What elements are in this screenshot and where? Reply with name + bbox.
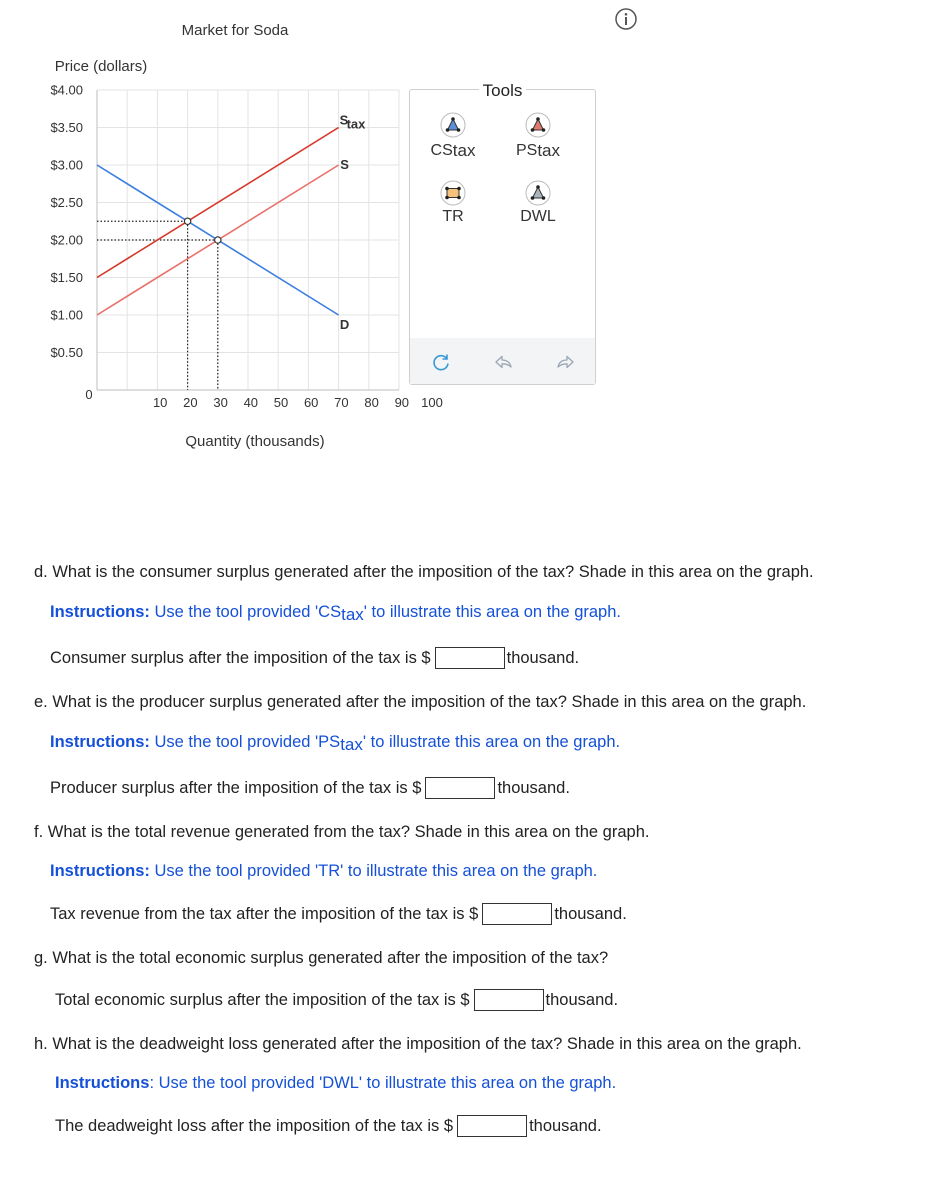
undo-icon[interactable]	[492, 351, 514, 373]
deadweight-loss-input[interactable]	[457, 1115, 527, 1137]
redo-icon[interactable]	[555, 351, 577, 373]
cs-tax-tool-label: CStax	[430, 141, 476, 160]
dwl-tool-label: DWL	[520, 208, 556, 225]
y-tick-label: $0.50	[50, 345, 83, 360]
x-tick-label: 40	[243, 395, 259, 410]
tr-tool-icon	[440, 180, 466, 206]
producer-surplus-input[interactable]	[425, 777, 495, 799]
tools-panel	[409, 81, 596, 385]
ps-tax-tool-icon	[525, 112, 551, 138]
y-tick-label: $3.50	[50, 120, 83, 135]
tool-dwl[interactable]	[503, 180, 573, 226]
tools-footer	[410, 338, 595, 384]
answer-row-d	[50, 647, 579, 669]
prompt-g: Total economic surplus after the imposition of the tax is $	[55, 990, 470, 1009]
series-label-d: D	[339, 317, 350, 332]
y-tick-label: $2.00	[50, 232, 83, 248]
consumer-surplus-input[interactable]	[435, 647, 505, 669]
x-tick-label: 100	[421, 395, 443, 410]
answer-row-f	[50, 903, 627, 925]
x-tick-label: 50	[273, 395, 289, 410]
unit-d: thousand.	[506, 648, 580, 667]
prompt-e: Producer surplus after the imposition of the tax is $	[50, 778, 422, 797]
y-tick-label: $4.00	[50, 82, 83, 98]
y-tick-label: $3.00	[50, 157, 83, 173]
chart-title: Market for Soda	[181, 22, 289, 39]
x-tick-label: 60	[303, 395, 319, 410]
question-e: e. What is the producer surplus generated after the imposition of the tax? Shade in this area on the graph.	[34, 693, 807, 711]
reset-icon[interactable]	[430, 351, 452, 373]
y-tick-label: $1.50	[50, 270, 83, 285]
tool-tr[interactable]	[418, 180, 488, 226]
unit-h: thousand.	[529, 1116, 602, 1135]
unit-e: thousand.	[497, 778, 570, 797]
instructions-h: Instructions: Use the tool provided 'DWL' to illustrate this area on the graph.	[55, 1074, 617, 1092]
question-h: h. What is the deadweight loss generated after the imposition of the tax? Shade in this area on the graph.	[34, 1035, 802, 1053]
tool-ps-tax[interactable]	[503, 112, 573, 160]
x-tick-label: 70	[334, 395, 349, 410]
unit-f: thousand.	[554, 904, 627, 923]
x-tick-label: 80	[364, 395, 379, 410]
tool-cs-tax[interactable]	[418, 112, 488, 160]
x-tick-label: 90	[394, 395, 410, 410]
y-axis-label: Price (dollars)	[54, 58, 148, 75]
tools-title: Tools	[410, 81, 595, 101]
equilibrium-point	[215, 237, 221, 243]
cs-tax-tool-icon	[440, 112, 466, 138]
answer-row-h	[55, 1115, 602, 1137]
unit-g: thousand.	[545, 990, 619, 1009]
origin-label: 0	[85, 387, 93, 402]
equilibrium-point	[184, 218, 190, 224]
series-label-s: S	[340, 157, 349, 172]
series-label-stax-sub: tax	[346, 116, 366, 132]
y-tick-label: $2.50	[50, 195, 83, 210]
question-f: f. What is the total revenue generated from the tax? Shade in this area on the graph.	[34, 823, 650, 841]
instructions-e: Instructions: Use the tool provided 'PStax' to illustrate this area on the graph.	[50, 733, 621, 754]
question-d: d. What is the consumer surplus generated after the imposition of the tax? Shade in this area on the graph.	[34, 563, 814, 581]
instructions-d: Instructions: Use the tool provided 'CStax' to illustrate this area on the graph.	[50, 603, 621, 624]
series-label-stax: S	[339, 112, 349, 128]
answer-row-g	[55, 989, 618, 1011]
total-surplus-input[interactable]	[474, 989, 544, 1011]
prompt-h: The deadweight loss after the imposition of the tax is $	[55, 1116, 454, 1135]
question-g: g. What is the total economic surplus generated after the imposition of the tax?	[34, 949, 609, 967]
x-tick-label: 20	[183, 395, 198, 410]
plot-area[interactable]	[50, 83, 442, 411]
answer-row-e	[50, 777, 570, 799]
tr-tool-label: TR	[442, 208, 464, 225]
instructions-f: Instructions: Use the tool provided 'TR' to illustrate this area on the graph.	[50, 862, 598, 880]
dwl-tool-icon	[525, 180, 551, 206]
y-tick-label: $1.00	[50, 307, 83, 323]
x-tick-label: 10	[152, 395, 168, 410]
ps-tax-tool-label: PStax	[515, 141, 561, 160]
tax-revenue-input[interactable]	[482, 903, 552, 925]
info-icon[interactable]	[614, 7, 638, 31]
x-axis-label: Quantity (thousands)	[185, 433, 325, 450]
x-tick-label: 30	[213, 395, 228, 410]
prompt-f: Tax revenue from the tax after the imposition of the tax is $	[50, 904, 479, 923]
prompt-d: Consumer surplus after the imposition of the tax is $	[50, 648, 431, 667]
